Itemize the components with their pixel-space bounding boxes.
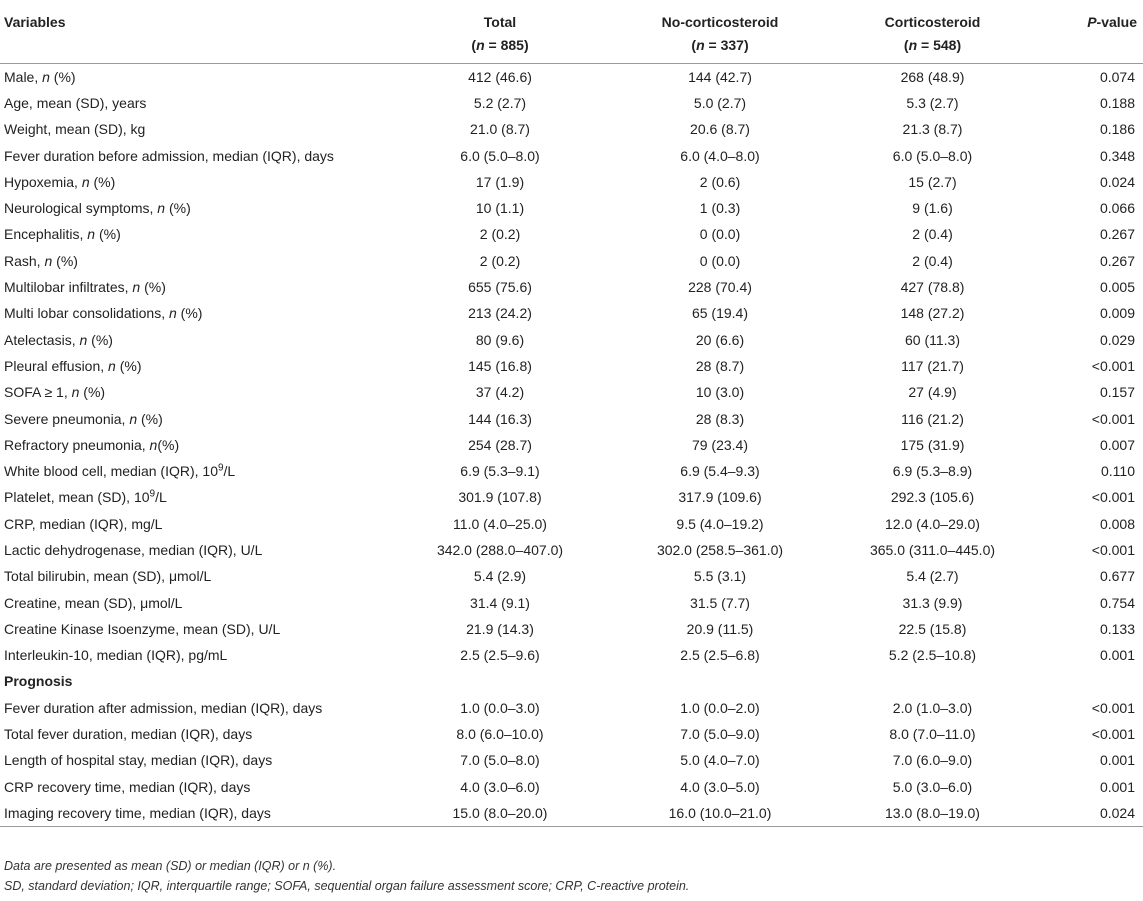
variable-suffix: (%) (140, 279, 166, 296)
variable-text: Male, (4, 68, 43, 85)
variable-name (0, 721, 380, 747)
variable-text: Refractory pneumonia, (4, 436, 150, 453)
n-italic: n (42, 68, 50, 85)
cell-no-corticosteroid: 5.5 (3.1) (693, 568, 747, 585)
cell-total: 2.5 (2.5–9.6) (460, 647, 540, 664)
n-italic: n (157, 200, 166, 217)
variable-text: Imaging recovery time, median (IQR), days (4, 804, 271, 821)
cell-no-corticosteroid: 5.0 (2.7) (693, 94, 747, 111)
cell-total: 21.9 (14.3) (466, 620, 534, 637)
table-row (0, 63, 1143, 90)
header-nocs-label: No-corticosteroid (661, 14, 779, 30)
table-row (0, 300, 1143, 326)
cell-corticosteroid: 116 (21.2) (901, 410, 964, 427)
table-row (0, 142, 1143, 168)
cell-corticosteroid: 2 (0.4) (912, 226, 953, 243)
exponent: 9 (149, 488, 156, 500)
cell-corticosteroid: 2.0 (1.0–3.0) (892, 699, 973, 716)
table-row (0, 353, 1143, 379)
data-table (0, 5, 1143, 827)
cell-total: 2 (0.2) (479, 252, 521, 269)
variable-text: Creatine Kinase Isoenzyme, mean (SD), U/L (4, 620, 281, 637)
cell-p-value: 0.157 (1099, 384, 1135, 401)
header-nocs-n-value: = 337) (708, 37, 749, 53)
cell-no-corticosteroid: 7.0 (5.0–9.0) (680, 726, 760, 743)
variable-text: Total fever duration, median (IQR), days (4, 726, 253, 743)
header-p-value (1045, 5, 1143, 63)
cell-p-value: 0.133 (1099, 620, 1135, 637)
variable-name (0, 274, 380, 300)
table-row (0, 537, 1143, 563)
table-row (0, 379, 1143, 405)
variable-text: Hypoxemia, (4, 173, 82, 190)
cell-no-corticosteroid: 1.0 (0.0–2.0) (680, 699, 760, 716)
cell-no-corticosteroid: 6.9 (5.4–9.3) (680, 463, 760, 480)
variable-suffix: (%) (89, 173, 116, 190)
cell-total: 655 (75.6) (468, 279, 532, 296)
cell-p-value: 0.008 (1099, 515, 1135, 532)
cell-total: 301.9 (107.8) (458, 489, 542, 506)
cell-no-corticosteroid: 65 (19.4) (691, 305, 749, 322)
cell-corticosteroid: 365.0 (311.0–445.0) (869, 541, 996, 558)
cell-corticosteroid: 12.0 (4.0–29.0) (885, 515, 980, 532)
table-row (0, 90, 1143, 116)
cell-p-value: 0.267 (1099, 252, 1135, 269)
exponent: 9 (217, 462, 224, 474)
cell-corticosteroid: 5.3 (2.7) (906, 94, 959, 111)
variable-text: Weight, mean (SD), kg (4, 121, 146, 138)
header-nocs-n (620, 34, 820, 57)
table-row (0, 616, 1143, 642)
header-cs-n (820, 34, 1045, 57)
table-row (0, 563, 1143, 589)
variable-text: Total bilirubin, mean (SD), μmol/L (4, 568, 212, 585)
variable-text: Age, mean (SD), years (4, 94, 147, 111)
cell-total: 145 (16.8) (468, 357, 532, 374)
table-row (0, 195, 1143, 221)
variable-text: Multilobar infiltrates, (4, 279, 133, 296)
variable-suffix: (%) (157, 436, 180, 453)
header-total-label: Total (483, 14, 517, 30)
n-italic: n (696, 37, 705, 53)
variable-text: White blood cell, median (IQR), 10 (4, 463, 218, 480)
cell-p-value: <0.001 (1091, 541, 1135, 558)
cell-total: 254 (28.7) (468, 436, 532, 453)
variable-name (0, 195, 380, 221)
variable-name (0, 353, 380, 379)
variable-name (0, 511, 380, 537)
cell-total: 10 (1.1) (475, 200, 525, 217)
variable-text: Fever duration after admission, median (IQR), days (4, 699, 323, 716)
variable-name (0, 747, 380, 773)
cell-p-value: <0.001 (1091, 699, 1135, 716)
cell-total: 15.0 (8.0–20.0) (380, 800, 620, 827)
cell-corticosteroid: 60 (11.3) (905, 331, 960, 348)
variable-name (0, 221, 380, 247)
cell-total: 31.4 (9.1) (470, 594, 530, 611)
table-row (0, 589, 1143, 615)
cell-total: 1.0 (0.0–3.0) (460, 699, 540, 716)
variable-suffix: (%) (137, 410, 163, 427)
cell-corticosteroid: 8.0 (7.0–11.0) (889, 726, 976, 743)
cell-p-value: 0.001 (1099, 778, 1135, 795)
cell-corticosteroid: 21.3 (8.7) (902, 121, 963, 138)
variable-text: Multi lobar consolidations, (4, 305, 169, 322)
table-row (0, 747, 1143, 773)
n-italic: n (44, 252, 53, 269)
cell-p-value: 0.110 (1101, 463, 1135, 480)
table-row (0, 774, 1143, 800)
footnote-2: SD, standard deviation; IQR, interquartile range; SOFA, sequential organ failure assessment score; CRP, C-reactive protein. (4, 879, 690, 893)
cell-no-corticosteroid: 9.5 (4.0–19.2) (676, 515, 764, 532)
cell-corticosteroid: 6.0 (5.0–8.0) (892, 147, 973, 164)
variable-text: Encephalitis, (4, 226, 88, 243)
cell-no-corticosteroid (620, 668, 820, 694)
header-total-n-value: = 885) (488, 37, 529, 53)
variable-name (0, 537, 380, 563)
cell-no-corticosteroid: 2 (0.6) (699, 173, 741, 190)
table-row (0, 221, 1143, 247)
n-italic: n (79, 331, 88, 348)
variable-text: Creatine, mean (SD), μmol/L (4, 594, 183, 611)
variable-suffix: (%) (115, 357, 142, 374)
variable-name (0, 116, 380, 142)
cell-p-value: 0.007 (1099, 436, 1135, 453)
cell-p-value: <0.001 (1091, 489, 1135, 506)
cell-corticosteroid: 5.2 (2.5–10.8) (888, 647, 977, 664)
cell-corticosteroid: 27 (4.9) (908, 384, 957, 401)
cell-corticosteroid: 117 (21.7) (901, 357, 964, 374)
variable-name (0, 563, 380, 589)
cell-p-value: 0.754 (1099, 594, 1135, 611)
cell-corticosteroid: 2 (0.4) (912, 252, 953, 269)
table-row (0, 800, 1143, 827)
variable-name (0, 90, 380, 116)
variable-name (0, 432, 380, 458)
variable-name (0, 616, 380, 642)
cell-p-value: 0.001 (1099, 752, 1135, 769)
variable-text: Pleural effusion, (4, 357, 109, 374)
variable-suffix: (%) (165, 200, 191, 217)
cell-total: 7.0 (5.0–8.0) (460, 752, 540, 769)
cell-total: 21.0 (8.7) (470, 121, 530, 138)
cell-corticosteroid: 31.3 (9.9) (902, 594, 963, 611)
variable-name (0, 405, 380, 431)
header-total-n (380, 34, 620, 57)
variable-text: CRP, median (IQR), mg/L (4, 515, 163, 532)
table-body (0, 63, 1143, 827)
cell-p-value: 0.188 (1099, 94, 1135, 111)
cell-no-corticosteroid: 0 (0.0) (699, 252, 741, 269)
header-total (380, 5, 620, 63)
cell-total: 5.2 (2.7) (473, 94, 527, 111)
cell-total: 4.0 (3.0–6.0) (460, 778, 540, 795)
baseline-characteristics-table (0, 5, 1143, 827)
cell-no-corticosteroid: 228 (70.4) (688, 279, 752, 296)
variable-suffix: (%) (176, 305, 203, 322)
cell-no-corticosteroid: 302.0 (258.5–361.0) (656, 541, 784, 558)
cell-p-value: 0.186 (1099, 121, 1135, 138)
cell-p-value (1045, 668, 1143, 694)
variable-text: SOFA ≥ 1, (4, 384, 72, 401)
cell-corticosteroid: 175 (31.9) (900, 436, 965, 453)
cell-total: 6.9 (5.3–9.1) (460, 463, 540, 480)
cell-no-corticosteroid: 1 (0.3) (699, 200, 741, 217)
cell-p-value: 0.009 (1099, 305, 1135, 322)
cell-p-value: <0.001 (1091, 410, 1135, 427)
cell-no-corticosteroid: 28 (8.3) (695, 410, 745, 427)
variable-text: Prognosis (4, 673, 73, 690)
variable-text: Neurological symptoms, (4, 200, 158, 217)
variable-text: Platelet, mean (SD), 10 (4, 489, 150, 506)
variable-name (0, 142, 380, 168)
cell-corticosteroid: 6.9 (5.3–8.9) (892, 463, 973, 480)
cell-no-corticosteroid: 20.6 (8.7) (690, 121, 750, 138)
variable-text: Lactic dehydrogenase, median (IQR), U/L (4, 541, 263, 558)
section-title (0, 668, 380, 694)
table-row (0, 695, 1143, 721)
n-italic: n (149, 436, 158, 453)
cell-p-value: 0.267 (1099, 226, 1135, 243)
cell-corticosteroid: 148 (27.2) (900, 305, 965, 322)
cell-total: 412 (46.6) (468, 68, 532, 85)
header-variables (0, 5, 380, 63)
variable-suffix: (%) (52, 252, 78, 269)
table-row (0, 169, 1143, 195)
variable-text: Interleukin-10, median (IQR), pg/mL (4, 647, 228, 664)
cell-p-value: 0.024 (1099, 173, 1135, 190)
variable-name (0, 326, 380, 352)
cell-no-corticosteroid: 20.9 (11.5) (686, 620, 754, 637)
table-row (0, 326, 1143, 352)
footnote-1: Data are presented as mean (SD) or median (IQR) or n (%). (4, 859, 337, 873)
table-footnotes (4, 856, 689, 896)
table-row (0, 721, 1143, 747)
cell-no-corticosteroid: 2.5 (2.5–6.8) (680, 647, 760, 664)
variable-name (0, 379, 380, 405)
variable-text: Rash, (4, 252, 45, 269)
n-italic: n (908, 37, 918, 53)
paren: ( (471, 37, 477, 53)
variable-suffix: (%) (87, 331, 113, 348)
cell-corticosteroid: 7.0 (6.0–9.0) (892, 752, 973, 769)
p-italic: P (1087, 14, 1097, 30)
n-italic: n (129, 410, 138, 427)
cell-total: 37 (4.2) (475, 384, 525, 401)
variable-text: CRP recovery time, median (IQR), days (4, 778, 251, 795)
cell-corticosteroid: 268 (48.9) (900, 68, 965, 85)
cell-corticosteroid: 292.3 (105.6) (890, 489, 975, 506)
table-header (0, 5, 1143, 63)
variable-name (0, 484, 380, 510)
cell-total: 213 (24.2) (468, 305, 532, 322)
header-row (0, 5, 1143, 63)
cell-p-value: 0.066 (1099, 200, 1135, 217)
variable-name (0, 63, 380, 90)
cell-no-corticosteroid: 20 (6.6) (695, 331, 745, 348)
n-italic: n (132, 279, 141, 296)
variable-text: Fever duration before admission, median (IQR), days (4, 147, 334, 164)
variable-suffix: /L (155, 489, 167, 506)
table-row (0, 405, 1143, 431)
cell-total: 17 (1.9) (475, 173, 525, 190)
variable-name (0, 458, 380, 484)
cell-p-value: 0.348 (1099, 147, 1135, 164)
paren: ( (691, 37, 697, 53)
variable-text: Severe pneumonia, (4, 410, 130, 427)
cell-p-value: 0.677 (1099, 568, 1135, 585)
variable-name (0, 169, 380, 195)
cell-no-corticosteroid: 16.0 (10.0–21.0) (620, 800, 820, 827)
cell-total: 6.0 (5.0–8.0) (460, 147, 540, 164)
cell-no-corticosteroid: 0 (0.0) (699, 226, 741, 243)
variable-name (0, 695, 380, 721)
cell-p-value: 0.001 (1099, 647, 1135, 664)
cell-total: 342.0 (288.0–407.0) (436, 541, 564, 558)
n-italic: n (476, 37, 485, 53)
cell-no-corticosteroid: 317.9 (109.6) (678, 489, 762, 506)
table-row (0, 248, 1143, 274)
header-cs-label: Corticosteroid (884, 14, 981, 30)
table-row (0, 642, 1143, 668)
variable-name (0, 589, 380, 615)
section-row (0, 668, 1143, 694)
n-italic: n (168, 305, 177, 322)
table-row (0, 511, 1143, 537)
cell-no-corticosteroid: 5.0 (4.0–7.0) (680, 752, 760, 769)
paren: ( (903, 37, 909, 53)
cell-corticosteroid (820, 668, 1045, 694)
cell-total: 5.4 (2.9) (473, 568, 527, 585)
cell-no-corticosteroid: 4.0 (3.0–5.0) (680, 778, 760, 795)
cell-p-value: <0.001 (1091, 726, 1135, 743)
cell-total: 2 (0.2) (479, 226, 521, 243)
variable-text: Atelectasis, (4, 331, 80, 348)
header-no-corticosteroid (620, 5, 820, 63)
variable-suffix: /L (223, 463, 236, 480)
cell-no-corticosteroid: 28 (8.7) (695, 357, 745, 374)
cell-total: 11.0 (4.0–25.0) (453, 515, 547, 532)
variable-name (0, 774, 380, 800)
table-row (0, 458, 1143, 484)
table-row (0, 116, 1143, 142)
variable-name (0, 300, 380, 326)
cell-corticosteroid: 22.5 (15.8) (898, 620, 967, 637)
variable-text: Length of hospital stay, median (IQR), days (4, 752, 273, 769)
header-variables-label: Variables (4, 14, 66, 30)
cell-no-corticosteroid: 79 (23.4) (691, 436, 749, 453)
variable-name (0, 248, 380, 274)
cell-no-corticosteroid: 10 (3.0) (695, 384, 745, 401)
cell-no-corticosteroid: 6.0 (4.0–8.0) (680, 147, 760, 164)
n-italic: n (71, 384, 80, 401)
variable-name (0, 642, 380, 668)
table-row (0, 432, 1143, 458)
cell-p-value: <0.001 (1091, 357, 1135, 374)
cell-total: 80 (9.6) (475, 331, 525, 348)
cell-corticosteroid: 9 (1.6) (912, 200, 953, 217)
cell-no-corticosteroid: 144 (42.7) (688, 68, 752, 85)
variable-suffix: (%) (79, 384, 106, 401)
n-italic: n (87, 226, 96, 243)
cell-p-value: 0.074 (1099, 68, 1135, 85)
cell-p-value: 0.005 (1099, 279, 1135, 296)
cell-corticosteroid: 13.0 (8.0–19.0) (820, 800, 1045, 827)
header-cs-n-value: = 548) (921, 37, 962, 53)
cell-corticosteroid: 15 (2.7) (908, 173, 957, 190)
n-italic: n (81, 173, 90, 190)
cell-total (380, 668, 620, 694)
variable-name (0, 800, 380, 827)
n-italic: n (108, 357, 116, 374)
header-corticosteroid (820, 5, 1045, 63)
table-row (0, 274, 1143, 300)
cell-total: 8.0 (6.0–10.0) (456, 726, 544, 743)
variable-suffix: (%) (49, 68, 76, 85)
cell-no-corticosteroid: 31.5 (7.7) (690, 594, 750, 611)
cell-corticosteroid: 5.0 (3.0–6.0) (892, 778, 973, 795)
cell-p-value: 0.029 (1099, 331, 1135, 348)
cell-corticosteroid: 427 (78.8) (900, 279, 965, 296)
table-row (0, 484, 1143, 510)
variable-suffix: (%) (95, 226, 121, 243)
cell-p-value: 0.024 (1045, 800, 1143, 827)
p-rest: -value (1096, 14, 1137, 30)
cell-corticosteroid: 5.4 (2.7) (906, 568, 959, 585)
cell-total: 144 (16.3) (468, 410, 532, 427)
